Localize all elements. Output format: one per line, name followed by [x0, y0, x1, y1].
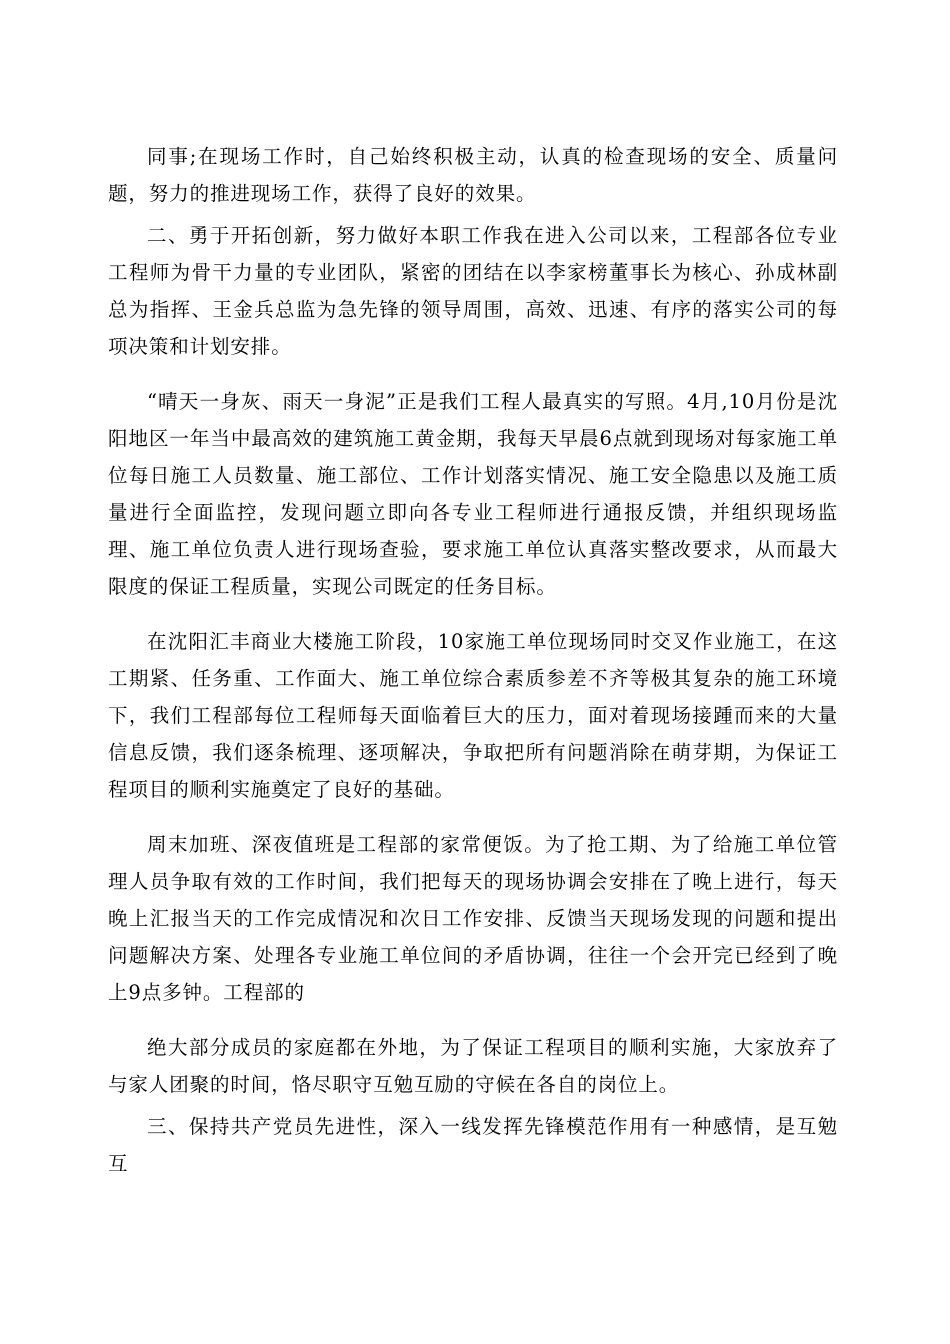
paragraph-5: 周末加班、深夜值班是工程部的家常便饭。为了抢工期、为了给施工单位管理人员争取有效的工作时间，我们把每天的现场协调会安排在了晚上进行，每天晚上汇报当天的工作完成情况和次日工作安排、反馈当天现场发现的问题和提出问题解决方案、处理各专业施工单位间的矛盾协调，往往一个会开完已经到了晚上9点多钟。工程部的: [108, 833, 838, 1004]
paragraph-6: 绝大部分成员的家庭都在外地，为了保证工程项目的顺利实施，大家放弃了与家人团聚的时间，恪尽职守互勉互励的守候在各自的岗位上。: [108, 1036, 838, 1096]
paragraph-1: 同事;在现场工作时，自己始终积极主动，认真的检查现场的安全、质量问题，努力的推进现场工作，获得了良好的效果。: [108, 145, 838, 205]
document-body: [108, 138, 838, 1182]
paragraph-4: 在沈阳汇丰商业大楼施工阶段，10家施工单位现场同时交叉作业施工，在这工期紧、任务重、工作面大、施工单位综合素质参差不齐等极其复杂的施工环境下，我们工程部每位工程师每天面临着巨大的压力，面对着现场接踵而来的大量信息反馈，我们逐条梳理、逐项解决，争取把所有问题消除在萌芽期，为保证工程项目的顺利实施奠定了良好的基础。: [108, 630, 838, 801]
paragraph-2: 二、勇于开拓创新，努力做好本职工作我在进入公司以来，工程部各位专业工程师为骨干力量的专业团队，紧密的团结在以李家榜董事长为核心、孙成林副总为指挥、王金兵总监为急先锋的领导周围，高效、迅速、有序的落实公司的每项决策和计划安排。: [108, 224, 838, 358]
paragraph-3: “晴天一身灰、雨天一身泥”正是我们工程人最真实的写照。4月,10月份是沈阳地区一年当中最高效的建筑施工黄金期，我每天早晨6点就到现场对每家施工单位每日施工人员数量、施工部位、工作计划落实情况、施工安全隐患以及施工质量进行全面监控，发现问题立即向各专业工程师进行通报反馈，并组织现场监理、施工单位负责人进行现场查验，要求施工单位认真落实整改要求，从而最大限度的保证工程质量，实现公司既定的任务目标。: [108, 390, 838, 598]
paragraph-7: 三、保持共产党员先进性，深入一线发挥先锋模范作用有一种感情，是互勉互: [108, 1115, 838, 1175]
